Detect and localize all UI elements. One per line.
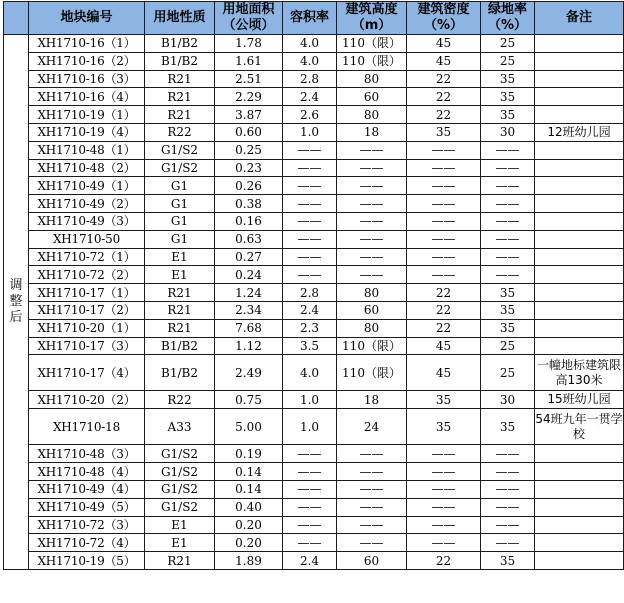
cell-use: R21 (145, 70, 215, 88)
cell-far: —— (283, 159, 337, 177)
cell-area: 0.20 (215, 534, 283, 552)
cell-note (535, 284, 624, 302)
group-label: 调整后 (4, 35, 29, 570)
cell-green: 30 (481, 391, 535, 409)
cell-id: XH1710-49（2） (29, 195, 145, 213)
cell-far: —— (283, 230, 337, 248)
cell-note (535, 52, 624, 70)
cell-far: —— (283, 195, 337, 213)
cell-use: B1/B2 (145, 337, 215, 355)
table-row (4, 52, 624, 70)
cell-id: XH1710-48（3） (29, 445, 145, 463)
cell-green: 25 (481, 337, 535, 355)
cell-density: 22 (407, 319, 481, 337)
cell-green: 35 (481, 552, 535, 570)
cell-area: 0.60 (215, 123, 283, 141)
cell-area: 0.20 (215, 516, 283, 534)
cell-density: 22 (407, 88, 481, 106)
cell-height: —— (337, 177, 407, 195)
table-row (4, 516, 624, 534)
cell-height: 18 (337, 123, 407, 141)
cell-height: 60 (337, 301, 407, 319)
cell-use: E1 (145, 534, 215, 552)
cell-height: —— (337, 498, 407, 516)
table-row (4, 266, 624, 284)
table-row (4, 409, 624, 445)
header-area: 用地面积（公顷） (215, 2, 283, 35)
cell-id: XH1710-50 (29, 230, 145, 248)
cell-note (535, 337, 624, 355)
cell-height: 60 (337, 552, 407, 570)
cell-id: XH1710-17（3） (29, 337, 145, 355)
cell-note: 15班幼儿园 (535, 391, 624, 409)
cell-green: —— (481, 498, 535, 516)
cell-area: 2.49 (215, 355, 283, 391)
cell-density: —— (407, 266, 481, 284)
cell-id: XH1710-48（4） (29, 463, 145, 481)
cell-area: 1.89 (215, 552, 283, 570)
cell-green: 30 (481, 123, 535, 141)
cell-id: XH1710-17（2） (29, 301, 145, 319)
cell-id: XH1710-48（1） (29, 141, 145, 159)
cell-green: 35 (481, 409, 535, 445)
cell-note (535, 70, 624, 88)
cell-note (535, 248, 624, 266)
header-far: 容积率 (283, 2, 337, 35)
cell-height: 18 (337, 391, 407, 409)
cell-green: 25 (481, 52, 535, 70)
cell-density: 22 (407, 552, 481, 570)
cell-use: R22 (145, 391, 215, 409)
cell-far: 2.8 (283, 70, 337, 88)
cell-id: XH1710-16（3） (29, 70, 145, 88)
table-row (4, 177, 624, 195)
cell-green: 35 (481, 301, 535, 319)
cell-id: XH1710-16（4） (29, 88, 145, 106)
header-note: 备注 (535, 2, 624, 35)
cell-id: XH1710-18 (29, 409, 145, 445)
cell-height: 24 (337, 409, 407, 445)
header-height: 建筑高度（m） (337, 2, 407, 35)
cell-use: G1/S2 (145, 159, 215, 177)
cell-height: 60 (337, 88, 407, 106)
table-row (4, 212, 624, 230)
cell-use: R21 (145, 552, 215, 570)
cell-height: —— (337, 266, 407, 284)
cell-density: 35 (407, 123, 481, 141)
cell-height: 110（限） (337, 337, 407, 355)
table-row (4, 106, 624, 124)
table-row (4, 498, 624, 516)
header-density: 建筑密度（%） (407, 2, 481, 35)
cell-use: G1/S2 (145, 445, 215, 463)
cell-id: XH1710-48（2） (29, 159, 145, 177)
cell-id: XH1710-72（4） (29, 534, 145, 552)
cell-density: —— (407, 177, 481, 195)
cell-far: —— (283, 516, 337, 534)
table-row (4, 35, 624, 53)
cell-density: 22 (407, 70, 481, 88)
cell-far: —— (283, 445, 337, 463)
table-row (4, 195, 624, 213)
cell-note (535, 35, 624, 53)
cell-height: —— (337, 480, 407, 498)
cell-far: 2.4 (283, 88, 337, 106)
cell-far: —— (283, 141, 337, 159)
cell-height: —— (337, 212, 407, 230)
cell-note (535, 534, 624, 552)
cell-far: —— (283, 212, 337, 230)
cell-id: XH1710-16（1） (29, 35, 145, 53)
cell-density: —— (407, 516, 481, 534)
cell-note (535, 445, 624, 463)
cell-id: XH1710-49（1） (29, 177, 145, 195)
cell-far: 2.8 (283, 284, 337, 302)
cell-use: G1 (145, 212, 215, 230)
cell-density: 45 (407, 355, 481, 391)
cell-note (535, 88, 624, 106)
cell-height: —— (337, 463, 407, 481)
cell-height: 80 (337, 284, 407, 302)
cell-density: —— (407, 463, 481, 481)
cell-area: 0.14 (215, 480, 283, 498)
cell-use: A33 (145, 409, 215, 445)
cell-area: 0.23 (215, 159, 283, 177)
cell-note (535, 230, 624, 248)
cell-far: 1.0 (283, 391, 337, 409)
cell-area: 2.34 (215, 301, 283, 319)
cell-green: 35 (481, 70, 535, 88)
table-row (4, 445, 624, 463)
cell-note (535, 106, 624, 124)
cell-note (535, 195, 624, 213)
cell-id: XH1710-20（2） (29, 391, 145, 409)
cell-green: 25 (481, 355, 535, 391)
cell-id: XH1710-49（3） (29, 212, 145, 230)
cell-green: —— (481, 159, 535, 177)
cell-area: 0.19 (215, 445, 283, 463)
cell-far: —— (283, 463, 337, 481)
cell-use: G1 (145, 177, 215, 195)
cell-far: 3.5 (283, 337, 337, 355)
table-row (4, 337, 624, 355)
cell-area: 1.61 (215, 52, 283, 70)
cell-area: 0.24 (215, 266, 283, 284)
cell-density: 22 (407, 301, 481, 319)
table-row (4, 70, 624, 88)
land-use-table-container (3, 1, 623, 570)
cell-note (535, 319, 624, 337)
table-row (4, 534, 624, 552)
cell-height: 110（限） (337, 355, 407, 391)
cell-note (535, 552, 624, 570)
cell-density: 22 (407, 106, 481, 124)
cell-height: —— (337, 534, 407, 552)
cell-green: —— (481, 445, 535, 463)
cell-use: G1 (145, 230, 215, 248)
cell-area: 1.12 (215, 337, 283, 355)
cell-use: B1/B2 (145, 52, 215, 70)
cell-area: 0.25 (215, 141, 283, 159)
cell-green: —— (481, 266, 535, 284)
cell-area: 0.16 (215, 212, 283, 230)
cell-area: 0.14 (215, 463, 283, 481)
cell-id: XH1710-72（2） (29, 266, 145, 284)
cell-use: R22 (145, 123, 215, 141)
cell-height: 80 (337, 319, 407, 337)
cell-green: —— (481, 212, 535, 230)
cell-density: 22 (407, 284, 481, 302)
table-row (4, 88, 624, 106)
cell-far: 2.6 (283, 106, 337, 124)
cell-use: G1/S2 (145, 480, 215, 498)
cell-note (535, 266, 624, 284)
cell-far: —— (283, 177, 337, 195)
cell-density: 35 (407, 391, 481, 409)
cell-area: 0.27 (215, 248, 283, 266)
cell-id: XH1710-72（1） (29, 248, 145, 266)
cell-id: XH1710-20（1） (29, 319, 145, 337)
cell-density: —— (407, 230, 481, 248)
cell-far: 2.3 (283, 319, 337, 337)
cell-id: XH1710-49（5） (29, 498, 145, 516)
land-use-table (3, 1, 624, 570)
cell-area: 2.51 (215, 70, 283, 88)
cell-density: —— (407, 534, 481, 552)
cell-area: 0.40 (215, 498, 283, 516)
cell-note (535, 480, 624, 498)
cell-note: 54班九年一贯学校 (535, 409, 624, 445)
cell-note (535, 463, 624, 481)
cell-note (535, 498, 624, 516)
table-row (4, 141, 624, 159)
cell-use: R21 (145, 301, 215, 319)
cell-height: 110（限） (337, 52, 407, 70)
cell-green: 35 (481, 284, 535, 302)
cell-note (535, 516, 624, 534)
cell-note (535, 141, 624, 159)
table-row (4, 391, 624, 409)
table-row (4, 230, 624, 248)
cell-id: XH1710-19（5） (29, 552, 145, 570)
cell-far: —— (283, 534, 337, 552)
cell-far: —— (283, 266, 337, 284)
cell-green: —— (481, 141, 535, 159)
cell-density: —— (407, 445, 481, 463)
header-plot-id: 地块编号 (29, 2, 145, 35)
cell-area: 1.24 (215, 284, 283, 302)
cell-density: —— (407, 141, 481, 159)
cell-id: XH1710-19（1） (29, 106, 145, 124)
cell-id: XH1710-49（4） (29, 480, 145, 498)
table-row (4, 248, 624, 266)
cell-green: —— (481, 248, 535, 266)
cell-use: G1 (145, 195, 215, 213)
cell-height: —— (337, 159, 407, 177)
cell-id: XH1710-17（4） (29, 355, 145, 391)
cell-green: 35 (481, 88, 535, 106)
table-row (4, 284, 624, 302)
cell-height: —— (337, 248, 407, 266)
cell-density: —— (407, 159, 481, 177)
cell-far: 4.0 (283, 35, 337, 53)
cell-far: 4.0 (283, 355, 337, 391)
cell-green: 35 (481, 319, 535, 337)
cell-density: 45 (407, 35, 481, 53)
cell-id: XH1710-17（1） (29, 284, 145, 302)
table-row (4, 301, 624, 319)
cell-note (535, 159, 624, 177)
cell-area: 5.00 (215, 409, 283, 445)
cell-green: 35 (481, 106, 535, 124)
cell-area: 0.75 (215, 391, 283, 409)
cell-green: —— (481, 534, 535, 552)
cell-far: 2.4 (283, 552, 337, 570)
cell-green: —— (481, 463, 535, 481)
table-row (4, 159, 624, 177)
cell-far: —— (283, 248, 337, 266)
cell-use: R21 (145, 284, 215, 302)
cell-use: R21 (145, 319, 215, 337)
table-row (4, 480, 624, 498)
cell-area: 0.38 (215, 195, 283, 213)
cell-density: —— (407, 480, 481, 498)
cell-density: —— (407, 212, 481, 230)
cell-use: E1 (145, 266, 215, 284)
cell-far: 1.0 (283, 123, 337, 141)
table-row (4, 319, 624, 337)
cell-green: —— (481, 195, 535, 213)
cell-height: —— (337, 516, 407, 534)
cell-green: —— (481, 177, 535, 195)
cell-use: R21 (145, 88, 215, 106)
cell-note (535, 301, 624, 319)
cell-area: 0.26 (215, 177, 283, 195)
cell-id: XH1710-16（2） (29, 52, 145, 70)
cell-height: 110（限） (337, 35, 407, 53)
table-row (4, 463, 624, 481)
cell-density: 45 (407, 52, 481, 70)
header-land-use: 用地性质 (145, 2, 215, 35)
cell-green: —— (481, 516, 535, 534)
cell-area: 1.78 (215, 35, 283, 53)
cell-far: 2.4 (283, 301, 337, 319)
cell-area: 0.63 (215, 230, 283, 248)
cell-height: —— (337, 445, 407, 463)
cell-note: 一幢地标建筑限高130米 (535, 355, 624, 391)
cell-area: 7.68 (215, 319, 283, 337)
cell-density: 35 (407, 409, 481, 445)
cell-use: E1 (145, 248, 215, 266)
cell-far: —— (283, 480, 337, 498)
cell-green: 25 (481, 35, 535, 53)
cell-id: XH1710-19（4） (29, 123, 145, 141)
cell-use: G1/S2 (145, 498, 215, 516)
cell-note: 12班幼儿园 (535, 123, 624, 141)
cell-density: —— (407, 498, 481, 516)
cell-height: —— (337, 141, 407, 159)
cell-id: XH1710-72（3） (29, 516, 145, 534)
cell-height: —— (337, 195, 407, 213)
cell-area: 2.29 (215, 88, 283, 106)
cell-height: —— (337, 230, 407, 248)
cell-height: 80 (337, 70, 407, 88)
cell-far: —— (283, 498, 337, 516)
header-row (4, 2, 624, 35)
table-row (4, 552, 624, 570)
cell-note (535, 212, 624, 230)
cell-far: 4.0 (283, 52, 337, 70)
table-row (4, 123, 624, 141)
cell-height: 80 (337, 106, 407, 124)
header-group (4, 2, 29, 35)
cell-use: R21 (145, 106, 215, 124)
cell-use: B1/B2 (145, 35, 215, 53)
cell-density: —— (407, 195, 481, 213)
cell-green: —— (481, 480, 535, 498)
table-body (4, 35, 624, 570)
header-green-ratio: 绿地率（%） (481, 2, 535, 35)
cell-area: 3.87 (215, 106, 283, 124)
cell-far: 1.0 (283, 409, 337, 445)
cell-use: G1/S2 (145, 141, 215, 159)
cell-use: B1/B2 (145, 355, 215, 391)
cell-use: E1 (145, 516, 215, 534)
cell-use: G1/S2 (145, 463, 215, 481)
cell-green: —— (481, 230, 535, 248)
cell-density: 45 (407, 337, 481, 355)
cell-note (535, 177, 624, 195)
cell-density: —— (407, 248, 481, 266)
table-row (4, 355, 624, 391)
